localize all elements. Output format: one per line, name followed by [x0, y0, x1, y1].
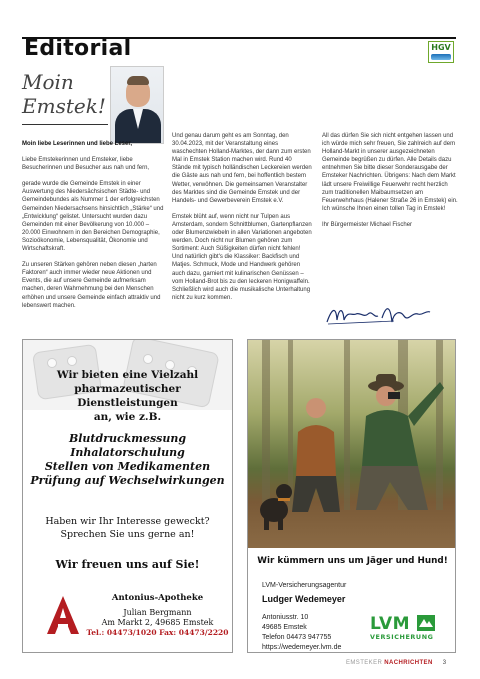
pharmacy-name: Antonius-Apotheke	[111, 593, 204, 603]
lvm-logo-text: LVM	[370, 614, 411, 634]
pharmacy-lead-line: Wir bieten eine Vielzahl	[56, 369, 199, 381]
article-signoff: Ihr Bürgermeister Michael Fischer	[322, 221, 413, 228]
article-paragraph: Und genau darum geht es am Sonntag, den 30.04.2023, mit der Veranstaltung eines waschechten Holland-Marktes, der dann zum ersten Mal in Emstek Station machen wird. Rund 40 Stände mit typisch holländischen Leckereien werden die Gäste aus nah und fern, bei hoffentlich bestem Wetter, verwöhnen. Die gemeinsamen Veranstalter des Marktes sind die Gemeinde Emstek und der Handels- und Gewerbeverein Emstek e.V.	[172, 133, 312, 204]
hgv-logo-text: HGV	[431, 43, 451, 52]
footer-brand: EMSTEKER	[346, 660, 383, 666]
page-title: Editorial	[24, 36, 132, 61]
lvm-flag-icon	[417, 615, 435, 631]
pharmacy-lead	[23, 368, 232, 424]
hgv-logo	[428, 41, 454, 63]
portrait-hair	[127, 76, 149, 85]
pill-icon	[67, 356, 77, 366]
agent-name: Ludger Wedemeyer	[262, 594, 346, 604]
pharmacy-ad	[22, 339, 233, 653]
pharmacy-contact	[85, 592, 230, 638]
article-column-2	[172, 132, 312, 310]
article-paragraph: gerade wurde die Gemeinde Emstek in einer Auswertung des Niedersächsischen Städte- und Gemeindebundes als Nummer 1 der erfolgreichsten Gemeinden Niedersachsens hinsichtlich „Stärke“ und „Entwicklung“ gelistet. Untersucht wurden dazu Gemeinden mit einer Bevölkerung von 10.000 – 20.000 Einwohnern in den Bereichen Demographie, Sozioökonomie, Lebensqualität, Ökonomie und Wirtschaftskraft.	[22, 181, 164, 253]
pharmacy-ask	[23, 515, 232, 541]
hunters-photo	[248, 340, 456, 548]
pharmacy-ask-line: Haben wir Ihr Interesse geweckt?	[45, 516, 210, 527]
pill-icon	[143, 354, 153, 364]
pharmacy-phone: Tel.: 04473/1020 Fax: 04473/2220	[86, 628, 229, 637]
greeting-heading: Moin Emstek!	[22, 70, 106, 118]
article-paragraph: All das dürfen Sie sich nicht entgehen lassen und ich würde mich sehr freuen, Sie zahlreich auf dem Holland-Markt in unserer ausgezeichneten Gemeinde begrüßen zu dürfen. Alle Details dazu entnehmen Sie bitte dieser Sonderausgabe der Emsteker Nachrichten. Übrigens: Nach dem Markt lädt unsere Freiwillige Feuerwehr recht herzlich zum traditionellen Maibaumsetzen am Feuerwehrhaus (Halener Straße 26 in Emstek) ein. Ich wünsche Ihnen einen tollen Tag in Emstek!	[322, 133, 458, 212]
article-paragraph: Liebe Emstekerinnen und Emsteker, liebe Besucherinnen und Besucher aus nah und fern,	[22, 157, 150, 172]
insurance-caption: Wir kümmern uns um Jäger und Hund!	[257, 556, 448, 566]
agency-city: 49685 Emstek	[262, 624, 307, 631]
agency-street: Antoniusstr. 10	[262, 614, 309, 621]
agency-phone: Telefon 04473 947755	[262, 634, 332, 641]
pharmacy-address: Am Markt 2, 49685 Emstek	[101, 618, 214, 627]
article-paragraph: Emstek blüht auf, wenn nicht nur Tulpen aus Amsterdam, sondern Schnittblumen, Gartenpflanzen oder Blumenzwiebeln in allen Variationen angeboten werden. Doch nicht nur Blumen gehören zum Sortiment: Auch Süßigkeiten dürfen nicht fehlen! Und natürlich gibt's die Klassiker: Backfisch und Matjes. Schmuck, Mode und Handwerk gehören auch dazu, garniert mit kulinarischen Genüssen – vom Holland-Brot bis zu den leckeren Honigwaffeln. Schließlich wird auch die musikalische Unterhaltung nicht zu kurz kommen.	[172, 213, 312, 301]
article-paragraph: Zu unseren Stärken gehören neben diesen „harten Faktoren“ auch immer wieder neue Aktionen und Events, die auf unsere Gemeinde aufmerksam machen, deren Wahrnehmung bei den Menschen erhöhen und unsere Gemeinde einfach attraktiv und lebenswert machen.	[22, 262, 161, 309]
mayor-signature	[324, 302, 434, 328]
greeting-rule	[22, 124, 108, 125]
pharmacy-ask-line: Sprechen Sie uns gerne an!	[60, 529, 195, 540]
agency-type: LVM-Versicherungsagentur	[262, 582, 347, 589]
pharmacy-service-item: Prüfung auf Wechselwirkungen	[30, 474, 225, 487]
pharmacy-owner: Julian Bergmann	[123, 608, 192, 617]
article-column-3	[322, 132, 458, 237]
hgv-logo-wave-icon	[431, 54, 451, 60]
lvm-logo-word	[370, 615, 442, 633]
agency-address	[262, 613, 341, 653]
agency-website-link[interactable]: https://wedemeyer.lvm.de	[262, 644, 342, 651]
pharmacy-services	[23, 432, 232, 488]
pharmacy-service-item: Blutdruckmessung	[68, 432, 187, 445]
apotheke-a-logo-icon	[43, 594, 83, 638]
footer-brand-bold: NACHRICHTEN	[384, 660, 433, 666]
insurance-ad	[247, 339, 456, 653]
pharmacy-lead-line: pharmazeutischer Dienstleistungen	[74, 383, 181, 409]
pharmacy-lead-line: an, wie z.B.	[93, 411, 162, 423]
article-column-1	[22, 140, 164, 318]
hunter-with-binoculars-figure	[348, 370, 448, 520]
pharmacy-service-item: Inhalatorschulung	[70, 446, 185, 459]
lvm-logo-subtitle: VERSICHERUNG	[370, 633, 434, 641]
article-salutation: Moin liebe Leserinnen und liebe Leser,	[22, 141, 133, 147]
pharmacy-welcome: Wir freuen uns auf Sie!	[55, 558, 200, 571]
hunting-dog-figure	[254, 482, 300, 530]
lvm-logo	[370, 615, 442, 645]
mayor-portrait	[110, 66, 164, 144]
page-footer	[346, 660, 447, 666]
page-number: 3	[442, 660, 447, 666]
pharmacy-service-item: Stellen von Medikamenten	[44, 460, 211, 473]
pill-icon	[47, 358, 57, 368]
